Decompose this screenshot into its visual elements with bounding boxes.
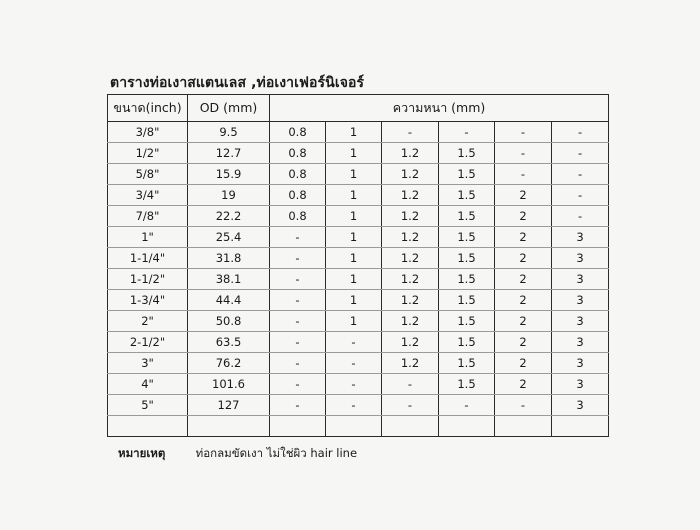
thickness-cell: 1	[326, 206, 382, 227]
od-cell: 31.8	[188, 248, 270, 269]
size-cell: 2-1/2"	[108, 332, 188, 353]
thickness-cell: 2	[495, 332, 552, 353]
thickness-cell: -	[495, 164, 552, 185]
od-cell: 101.6	[188, 374, 270, 395]
thickness-cell: -	[495, 395, 552, 416]
thickness-cell: -	[270, 248, 326, 269]
thickness-cell: 0.8	[270, 143, 326, 164]
thickness-cell: 2	[495, 374, 552, 395]
thickness-cell: 3	[552, 269, 609, 290]
table-row	[108, 227, 609, 248]
thickness-cell	[326, 416, 382, 437]
od-cell: 9.5	[188, 122, 270, 143]
table-row	[108, 164, 609, 185]
note-text: ท่อกลมขัดเงา ไม่ใช่ผิว hair line	[195, 446, 358, 460]
thickness-cell: 0.8	[270, 122, 326, 143]
table-body	[108, 122, 609, 437]
thickness-cell: 1	[326, 185, 382, 206]
thickness-cell	[495, 416, 552, 437]
thickness-cell: 1.2	[382, 311, 439, 332]
od-cell: 76.2	[188, 353, 270, 374]
thickness-cell: 1.2	[382, 269, 439, 290]
thickness-cell: -	[552, 185, 609, 206]
thickness-cell: -	[270, 311, 326, 332]
thickness-cell: -	[270, 227, 326, 248]
thickness-cell: 2	[495, 353, 552, 374]
od-cell: 25.4	[188, 227, 270, 248]
table-row	[108, 206, 609, 227]
od-cell: 63.5	[188, 332, 270, 353]
thickness-cell: -	[382, 395, 439, 416]
size-cell: 3/8"	[108, 122, 188, 143]
thickness-cell: -	[552, 206, 609, 227]
thickness-cell: 0.8	[270, 206, 326, 227]
thickness-cell: 1.5	[439, 227, 495, 248]
table-row	[108, 185, 609, 206]
thickness-cell: 1	[326, 248, 382, 269]
thickness-cell: 1	[326, 122, 382, 143]
thickness-cell	[270, 416, 326, 437]
size-cell: 3"	[108, 353, 188, 374]
footnote	[118, 445, 357, 463]
thickness-cell: 1.5	[439, 206, 495, 227]
size-cell: 3/4"	[108, 185, 188, 206]
thickness-cell: 1.5	[439, 353, 495, 374]
thickness-cell: 2	[495, 185, 552, 206]
thickness-cell: 1	[326, 290, 382, 311]
thickness-cell: 1	[326, 227, 382, 248]
thickness-cell: 3	[552, 332, 609, 353]
thickness-cell: 1.2	[382, 248, 439, 269]
thickness-cell: 1.5	[439, 311, 495, 332]
thickness-cell: -	[326, 353, 382, 374]
thickness-cell: 1.2	[382, 185, 439, 206]
thickness-cell: 3	[552, 227, 609, 248]
size-cell: 1"	[108, 227, 188, 248]
thickness-cell: -	[270, 374, 326, 395]
thickness-cell: 1.5	[439, 185, 495, 206]
thickness-cell: 1.5	[439, 143, 495, 164]
thickness-cell: 2	[495, 311, 552, 332]
thickness-cell: -	[270, 353, 326, 374]
size-cell: 1-1/4"	[108, 248, 188, 269]
thickness-cell: -	[439, 122, 495, 143]
thickness-cell: -	[552, 122, 609, 143]
thickness-cell: 1	[326, 269, 382, 290]
table-row	[108, 269, 609, 290]
thickness-cell: -	[382, 122, 439, 143]
od-cell: 15.9	[188, 164, 270, 185]
thickness-cell: -	[326, 332, 382, 353]
table-row	[108, 311, 609, 332]
thickness-cell: 3	[552, 395, 609, 416]
od-cell: 44.4	[188, 290, 270, 311]
thickness-cell: 0.8	[270, 185, 326, 206]
thickness-cell: 3	[552, 374, 609, 395]
size-cell: 1/2"	[108, 143, 188, 164]
thickness-cell: -	[382, 374, 439, 395]
note-label: หมายเหตุ	[118, 446, 166, 460]
size-cell	[108, 416, 188, 437]
thickness-cell: 2	[495, 248, 552, 269]
thickness-cell: 3	[552, 353, 609, 374]
table-row	[108, 395, 609, 416]
thickness-cell: -	[270, 290, 326, 311]
thickness-cell: 2	[495, 206, 552, 227]
header-thickness: ความหนา (mm)	[270, 95, 609, 122]
thickness-cell: -	[270, 269, 326, 290]
thickness-cell: 1.5	[439, 374, 495, 395]
table-row	[108, 122, 609, 143]
thickness-cell: 3	[552, 290, 609, 311]
thickness-cell: 1.5	[439, 164, 495, 185]
thickness-cell: 1	[326, 143, 382, 164]
thickness-cell: -	[326, 374, 382, 395]
table-row	[108, 353, 609, 374]
table-header-row	[108, 95, 609, 122]
thickness-cell	[382, 416, 439, 437]
table-row	[108, 290, 609, 311]
thickness-cell: -	[270, 332, 326, 353]
thickness-cell: 1	[326, 311, 382, 332]
thickness-cell: 1.2	[382, 332, 439, 353]
header-od: OD (mm)	[188, 95, 270, 122]
header-size: ขนาด(inch)	[108, 95, 188, 122]
table-row	[108, 416, 609, 437]
thickness-cell: -	[270, 395, 326, 416]
thickness-cell: 1.2	[382, 206, 439, 227]
thickness-cell: 1.2	[382, 353, 439, 374]
size-cell: 1-3/4"	[108, 290, 188, 311]
size-cell: 4"	[108, 374, 188, 395]
od-cell: 38.1	[188, 269, 270, 290]
thickness-cell: 1.2	[382, 290, 439, 311]
thickness-cell: 3	[552, 311, 609, 332]
size-cell: 7/8"	[108, 206, 188, 227]
table-row	[108, 374, 609, 395]
table-row	[108, 332, 609, 353]
page-title: ตารางท่อเงาสแตนเลส ,ท่อเงาเฟอร์นิเจอร์	[110, 75, 365, 91]
thickness-cell	[552, 416, 609, 437]
od-cell: 19	[188, 185, 270, 206]
thickness-cell: 2	[495, 227, 552, 248]
size-cell: 5/8"	[108, 164, 188, 185]
size-cell: 1-1/2"	[108, 269, 188, 290]
thickness-cell: 1.2	[382, 227, 439, 248]
od-cell: 12.7	[188, 143, 270, 164]
thickness-cell: 1	[326, 164, 382, 185]
thickness-cell: 1.2	[382, 143, 439, 164]
thickness-cell: -	[495, 122, 552, 143]
table-row	[108, 143, 609, 164]
od-cell: 50.8	[188, 311, 270, 332]
od-cell: 22.2	[188, 206, 270, 227]
pipe-spec-table	[107, 94, 609, 437]
thickness-cell: -	[552, 164, 609, 185]
od-cell	[188, 416, 270, 437]
thickness-cell: -	[326, 395, 382, 416]
thickness-cell: 2	[495, 290, 552, 311]
table-row	[108, 248, 609, 269]
thickness-cell: 1.2	[382, 164, 439, 185]
thickness-cell: -	[552, 143, 609, 164]
size-cell: 2"	[108, 311, 188, 332]
od-cell: 127	[188, 395, 270, 416]
thickness-cell: 0.8	[270, 164, 326, 185]
thickness-cell: 1.5	[439, 269, 495, 290]
size-cell: 5"	[108, 395, 188, 416]
thickness-cell: 1.5	[439, 332, 495, 353]
thickness-cell	[439, 416, 495, 437]
thickness-cell: 1.5	[439, 248, 495, 269]
thickness-cell: -	[495, 143, 552, 164]
thickness-cell: -	[439, 395, 495, 416]
thickness-cell: 3	[552, 248, 609, 269]
thickness-cell: 1.5	[439, 290, 495, 311]
thickness-cell: 2	[495, 269, 552, 290]
